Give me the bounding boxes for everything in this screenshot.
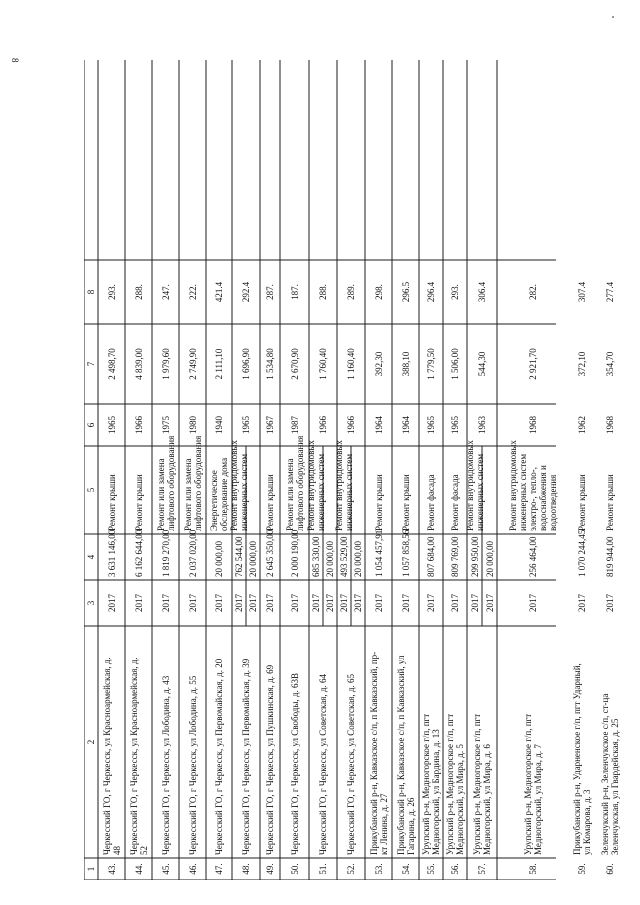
row-number: 55. <box>426 863 436 875</box>
row-build-year: 1980 <box>187 416 198 434</box>
row-sum: 493 529,00 <box>339 536 349 577</box>
row-year: 2017 <box>577 594 587 612</box>
row-value-8: 289. <box>346 284 356 300</box>
row-number: 50. <box>289 863 300 875</box>
row-build-year: 1987 <box>289 416 300 434</box>
row-work-type: Ремонт внутридомовых инженерных систем <box>306 440 326 531</box>
row-value-8: 288. <box>318 284 328 300</box>
row-year: 2017 <box>484 594 495 612</box>
row-number: 56. <box>450 863 460 875</box>
scan-speck <box>612 16 614 18</box>
row-area: 1 696,90 <box>241 348 251 380</box>
column-header-4: 4 <box>86 554 96 560</box>
row-sum: 20 000,00 <box>353 541 363 577</box>
row-area: 392,30 <box>373 351 384 377</box>
row-number: 53. <box>373 863 384 875</box>
column-header-1: 1 <box>86 866 96 872</box>
row-year: 2017 <box>160 594 171 612</box>
row-address: Прикубанский р-н, Ударненское г/п, пгт Ударный, ул Комарова, д. 3 <box>572 663 592 855</box>
row-area: 544,30 <box>477 351 487 377</box>
row-work-type: Ремонт или замена лифтового оборудования <box>284 435 305 531</box>
row-address: Урупский р-н, Медногорское г/п, пгт Медногорский, ул Бардина, д. 13 <box>421 713 441 855</box>
row-sum: 1 819 270,00 <box>160 529 171 577</box>
row-area: 1 779,50 <box>426 348 436 380</box>
row-work-type: Ремонт фасада <box>426 474 436 531</box>
row-sum: 20 000,00 <box>214 541 224 577</box>
row-value-8: 307.4 <box>577 281 587 303</box>
row-build-year: 1962 <box>577 416 587 434</box>
row-area: 2 498,70 <box>106 348 117 380</box>
row-year: 2017 <box>289 594 300 612</box>
row-sum: 20 000,00 <box>325 541 335 577</box>
row-area: 354,70 <box>605 351 615 377</box>
row-value-8: 247. <box>160 284 171 300</box>
row-sum: 1 054 457,91 <box>373 529 384 577</box>
row-value-8: 421.4 <box>214 281 224 303</box>
row-number: 57. <box>477 863 487 875</box>
row-value-8: 298. <box>373 284 384 300</box>
row-sum: 1 057 858,56 <box>400 529 411 577</box>
row-year: 2017 <box>106 594 117 612</box>
row-work-type: Ремонт крыши <box>400 474 411 531</box>
row-year: 2017 <box>400 594 411 612</box>
row-number: 43. <box>106 863 117 875</box>
row-build-year: 1965 <box>426 416 436 434</box>
row-sum: 762 544,00 <box>234 536 244 577</box>
row-value-8: 292.4 <box>241 281 251 303</box>
row-work-type: Ремонт крыши <box>106 474 117 531</box>
row-area: 1 534,80 <box>265 348 275 380</box>
row-value-8: 288. <box>133 284 144 300</box>
row-work-type: Ремонт внутридомовых инженерных систем электро-, тепло-, водоснабжения и водоотведения <box>508 440 558 531</box>
row-work-type: Ремонт крыши <box>133 474 144 531</box>
row-value-8: 296.5 <box>400 281 411 303</box>
row-value-8: 287. <box>265 284 275 300</box>
row-year: 2017 <box>133 594 144 612</box>
row-build-year: 1940 <box>214 416 224 434</box>
row-address: Черкесский ГО, г Черкесск, ул Советская, д. 65 <box>346 674 356 855</box>
row-year: 2017 <box>450 594 460 612</box>
row-sum: 256 464,00 <box>528 536 538 577</box>
row-number: 45. <box>160 863 171 875</box>
row-address: Черкесский ГО, г Черкесск, ул Первомайская, д. 20 <box>214 658 224 855</box>
row-number: 58. <box>528 863 538 875</box>
row-sum: 20 000,00 <box>248 541 258 577</box>
row-sum: 3 631 146,00 <box>106 529 117 577</box>
row-address: Черкесский ГО, г Черкесск, ул Красноармейская, д. 48 <box>101 657 122 855</box>
row-year: 2017 <box>373 594 384 612</box>
row-number: 59. <box>577 863 587 875</box>
row-area: 1 160,40 <box>346 348 356 380</box>
row-work-type: Ремонт крыши <box>373 474 384 531</box>
row-build-year: 1963 <box>477 416 487 434</box>
row-address: Черкесский ГО, г Черкесск, ул Лободина, д. 55 <box>187 675 198 855</box>
row-work-type: Ремонт крыши <box>605 474 615 531</box>
column-header-8: 8 <box>86 289 96 295</box>
row-number: 48. <box>241 863 251 875</box>
row-work-type: Ремонт внутридомовых инженерных систем <box>334 440 354 531</box>
row-sum: 685 330,00 <box>311 536 321 577</box>
row-sum: 809 769,00 <box>450 536 460 577</box>
row-build-year: 1966 <box>133 416 144 434</box>
row-year: 2017 <box>528 594 538 612</box>
row-number: 44. <box>133 863 144 875</box>
row-address: Урупский р-н, Медногорское г/п, пгт Медногорский, ул Мира, д. 6 <box>472 713 492 855</box>
row-address: Черкесский ГО, г Черкесск, ул Лободина, д. 43 <box>160 675 171 855</box>
row-value-8: 187. <box>289 284 300 300</box>
row-year: 2017 <box>311 594 321 612</box>
row-year: 2017 <box>248 594 258 612</box>
row-build-year: 1965 <box>241 416 251 434</box>
row-year: 2017 <box>469 594 480 612</box>
row-value-8: 277.4 <box>605 281 615 303</box>
column-header-7: 7 <box>86 361 96 367</box>
column-header-3: 3 <box>86 600 96 606</box>
row-sum: 2 000 190,00 <box>289 529 300 577</box>
row-area: 388,10 <box>400 351 411 377</box>
row-area: 2 111,10 <box>214 348 224 380</box>
row-number: 46. <box>187 863 198 875</box>
row-build-year: 1964 <box>400 416 411 434</box>
row-number: 52. <box>346 863 356 875</box>
row-sum: 2 645 350,00 <box>265 529 275 577</box>
row-year: 2017 <box>214 594 224 612</box>
row-build-year: 1968 <box>528 416 538 434</box>
row-year: 2017 <box>353 594 363 612</box>
row-area: 4 839,00 <box>133 348 144 380</box>
row-area: 2 670,90 <box>289 348 300 380</box>
row-build-year: 1965 <box>450 416 460 434</box>
row-year: 2017 <box>605 594 615 612</box>
row-work-type: Ремонт крыши <box>577 474 587 531</box>
row-value-8: 306.4 <box>477 281 487 303</box>
row-sum: 299 950,00 <box>469 536 480 577</box>
row-area: 1 760,40 <box>318 348 328 380</box>
row-work-type: Ремонт фасада <box>450 474 460 531</box>
row-sum: 2 037 020,00 <box>187 529 198 577</box>
row-sum: 807 684,00 <box>426 536 436 577</box>
column-header-6: 6 <box>86 422 96 428</box>
row-year: 2017 <box>265 594 275 612</box>
row-year: 2017 <box>234 594 244 612</box>
row-build-year: 1967 <box>265 416 275 434</box>
row-year: 2017 <box>187 594 198 612</box>
row-address: Черкесский ГО, г Черкесск, ул Красноармейская, д. 52 <box>128 657 149 855</box>
row-sum: 1 070 244,45 <box>577 529 587 577</box>
row-sum: 6 162 644,00 <box>133 529 144 577</box>
row-work-type: Ремонт или замена лифтового оборудования <box>155 435 176 531</box>
row-value-8: 296.4 <box>426 281 436 303</box>
row-work-type: Ремонт крыши <box>265 474 275 531</box>
row-value-8: 282. <box>528 284 538 300</box>
row-area: 372,10 <box>577 351 587 377</box>
row-build-year: 1966 <box>318 416 328 434</box>
row-number: 60. <box>605 863 615 875</box>
row-build-year: 1964 <box>373 416 384 434</box>
row-work-type: Ремонт внутридомовых инженерных систем <box>229 440 249 531</box>
row-sum: 20 000,00 <box>484 541 495 577</box>
row-address: Черкесский ГО, г Черкесск, ул Свободы, д. 63В <box>289 672 300 855</box>
row-year: 2017 <box>426 594 436 612</box>
page-number: 8 <box>10 58 20 63</box>
row-build-year: 1975 <box>160 416 171 434</box>
row-year: 2017 <box>339 594 349 612</box>
row-work-type: Ремонт или замена лифтового оборудования <box>182 435 203 531</box>
row-value-8: 293. <box>450 284 460 300</box>
row-sum: 819 944,00 <box>605 536 615 577</box>
row-number: 47. <box>214 863 224 875</box>
row-number: 54. <box>400 863 411 875</box>
row-address: Прикубанский р-н, Кавказское с/п, п Кавказский, пр- кт Ленина, д. 27 <box>368 651 389 855</box>
row-value-8: 293. <box>106 284 117 300</box>
row-address: Урупский р-н, Медногорское г/п, пгт Медногорский, ул Мира, д. 7 <box>523 713 543 855</box>
row-number: 49. <box>265 863 275 875</box>
row-address: Зеленчукский р-н, Зеленчукское с/п, ст-ца Зеленчукская, ул Гвардейская, д. 25 <box>600 693 620 855</box>
row-build-year: 1968 <box>605 416 615 434</box>
row-build-year: 1966 <box>346 416 356 434</box>
column-header-5: 5 <box>86 487 96 493</box>
row-build-year: 1965 <box>106 416 117 434</box>
row-address: Черкесский ГО, г Черкесск, ул Пушкинская, д. 69 <box>265 664 275 855</box>
row-work-type: Ремонт внутридомовых инженерных систем <box>464 440 485 531</box>
row-address: Урупский р-н, Медногорское г/п, пгт Медногорский, ул Мира, д. 5 <box>445 713 465 855</box>
row-area: 2 749,90 <box>187 348 198 380</box>
housing-repair-table <box>84 60 620 880</box>
column-header-2: 2 <box>86 739 96 745</box>
row-area: 1 506,00 <box>450 348 460 380</box>
row-area: 1 979,60 <box>160 348 171 380</box>
row-number: 51. <box>318 863 328 875</box>
row-address: Черкесский ГО, г Черкесск, ул Первомайская, д. 39 <box>241 658 251 855</box>
row-area: 2 921,70 <box>528 348 538 380</box>
row-value-8: 222. <box>187 284 198 300</box>
row-work-type: Энергетическое обследование дома <box>209 457 229 531</box>
row-year: 2017 <box>325 594 335 612</box>
row-address: Прикубанский р-н, Кавказское с/п, п Кавказский, ул Гагарина, д. 26 <box>395 655 416 855</box>
row-address: Черкесский ГО, г Черкесск, ул Советская, д. 64 <box>318 674 328 855</box>
